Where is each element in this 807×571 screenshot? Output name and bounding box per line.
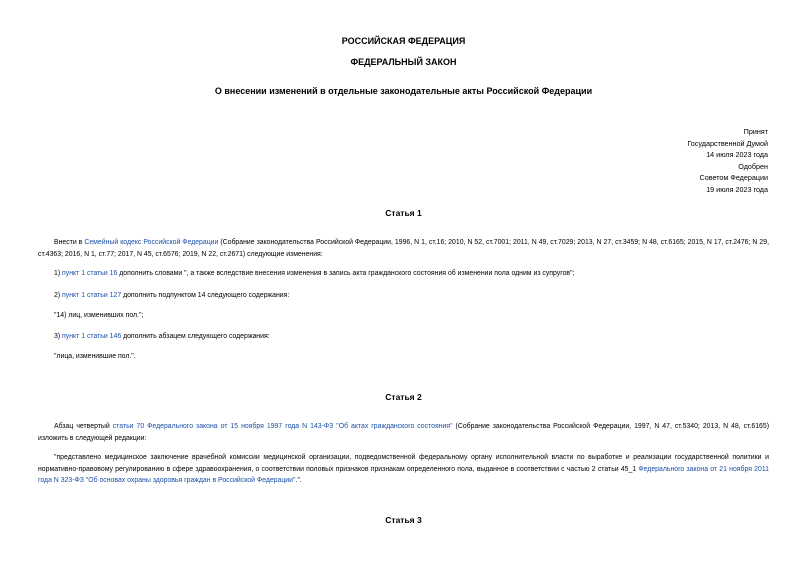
approval-line: Одобрен [738,161,768,171]
text: (Собрание законодательства Российской Федерации, 1996, N 1, ст.16; 2010, N 52, ст.7001; 2011, N 49, ст.7029; 2013, N 27, ст.3459; N 48, ст.6165; 2015, N 17, ст.2476; N 29, ст.4363; 2016, N 1, ст.77; 2017, N 45, ст.6576; 2019, N 22, ст.2671) следующие изменения: [38,239,769,258]
adoption-date: 14 июля 2023 года [706,150,768,160]
article-3-heading: Статья 3 [385,515,422,525]
article-2-heading: Статья 2 [385,392,422,402]
adoption-block [568,126,768,196]
federal-law-143-link[interactable]: статьи 70 Федерального закона от 15 ноября 1997 года N 143-ФЗ "Об актах гражданского состояния" [112,423,453,430]
article-2-intro [38,421,769,444]
text: дополнить словами ", а также вследствие внесения изменения в запись акта гражданского состояния об изменении пола одним из супругов"; [117,270,575,277]
law-type-heading: ФЕДЕРАЛЬНЫЙ ЗАКОН [350,57,457,67]
article-1-item-1 [38,268,769,280]
approval-line: Советом Федерации [699,173,768,183]
adoption-line: Государственной Думой [687,138,768,148]
text: .". [295,477,302,485]
federal-law-323-link[interactable]: Федерального закона от 21 ноября 2011 года N 323-ФЗ "Об основах охраны здоровья граждан в Российской Федерации" [38,465,769,485]
approval-date: 19 июля 2023 года [706,184,768,194]
family-code-link[interactable]: Семейный кодекс Российской Федерации [84,239,219,246]
text: Внести в [54,239,85,246]
text: (Собрание законодательства Российской Федерации, 1997, N 47, ст.5340; 2013, N 48, ст.6165) изложить в следующей редакции: [38,423,770,442]
item-number: 1) [54,270,63,277]
article-127-link[interactable]: пункт 1 статьи 127 [62,292,122,299]
text: дополнить абзацем следующего содержания: [121,333,270,340]
article-1-item-2 [38,290,769,302]
article-1-item-3-quote: "лица, изменившие пол.". [54,353,136,360]
item-number: 3) [54,333,63,340]
article-16-link[interactable]: пункт 1 статьи 16 [62,270,118,277]
item-number: 2) [54,292,63,299]
article-146-link[interactable]: пункт 1 статьи 146 [62,333,122,340]
article-1-intro [38,237,769,260]
country-heading: РОССИЙСКАЯ ФЕДЕРАЦИЯ [341,36,466,46]
text: "представлено медицинское заключение врачебной комиссии медицинской организации, подведомственной федеральному органу исполнительной власти по выработке и реализации государственной политики и нормативно-правовому регулированию в сфере здравоохранения, о соответствии половых признаков признакам определенного пола, выданное в соответствии с частью 2 статьи 45_1 [38,454,769,473]
text: дополнить подпунктом 14 следующего содержания: [121,292,290,299]
article-1-heading: Статья 1 [385,208,422,218]
article-1-item-2-quote: "14) лиц, изменивших пол."; [54,312,144,319]
adoption-line: Принят [743,127,768,136]
article-1-item-3 [38,331,769,343]
article-2-new-text [38,452,769,487]
text: Абзац четвертый [54,423,113,430]
law-title: О внесении изменений в отдельные законодательные акты Российской Федерации [214,86,593,96]
